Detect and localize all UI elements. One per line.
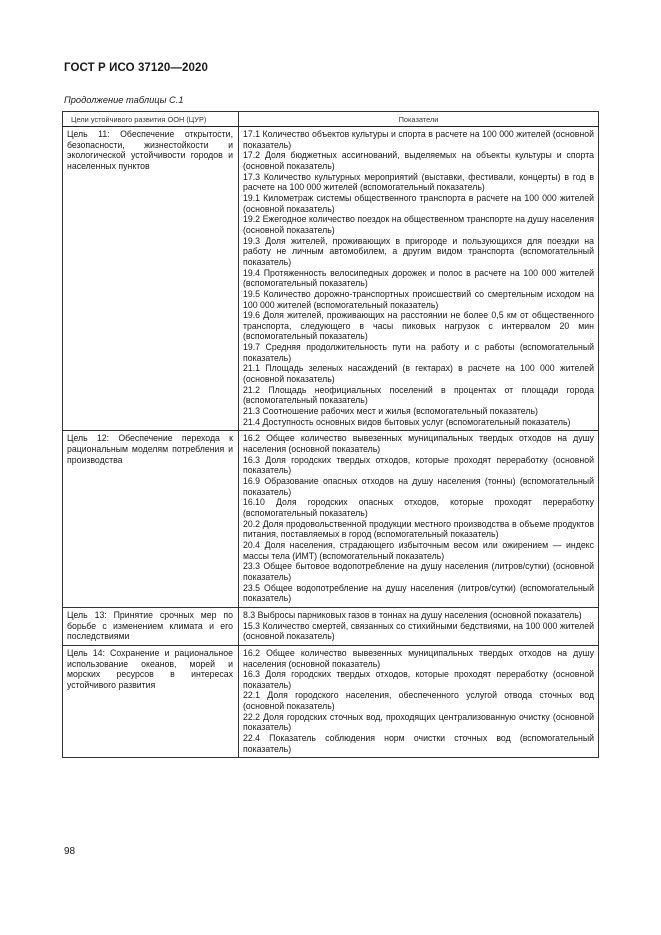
indicator-item: 19.6 Доля жителей, проживающих на расстоянии не более 0,5 км от общественного транспорта, следующего в часы пиковых нагрузок с интервалом 20 мин (вспомогательный показатель) [243, 310, 594, 342]
indicator-item: 21.4 Доступность основных видов бытовых услуг (вспомогательный показатель) [243, 416, 571, 427]
table-body [63, 127, 599, 758]
indicators-cell [239, 645, 599, 758]
table-row [63, 607, 599, 645]
indicator-item: 20.2 Доля продовольственной продукции местного производства в объеме продуктов питания, поставляемых в город (вспомогательный показатель) [243, 518, 594, 540]
indicators-cell [239, 431, 599, 608]
indicator-item: 17.3 Количество культурных мероприятий (выставки, фестивали, концерты) в год в расчете на 100 000 жителей (вспомогательный показатель) [243, 171, 594, 193]
indicator-item: 21.3 Соотношение рабочих мест и жилья (вспомогательный показатель) [243, 406, 538, 417]
indicator-item: 16.9 Образование опасных отходов на душу населения (тонны) (вспомогательный показатель) [243, 476, 594, 497]
table-caption: Продолжение таблицы С.1 [64, 95, 184, 105]
indicator-item: 19.3 Доля жителей, проживающих в пригороде и пользующихся для поездки на работу не личным автомобилем, а другим видом транспорта (вспомогательный показатель) [243, 235, 594, 267]
indicator-item: 20.4 Доля населения, страдающего избыточным весом или ожирением — индекс массы тела (ИМТ) (вспомогательный показатель) [243, 539, 594, 561]
indicator-item: 16.2 Общее количество вывезенных муниципальных твердых отходов на душу населения (основной показатель) [243, 433, 594, 455]
indicator-item: 16.3 Доля городских твердых отходов, которые проходят переработку (основной показатель) [243, 454, 594, 476]
indicator-item: 19.4 Протяженность велосипедных дорожек и полос в расчете на 100 000 жителей (вспомогательный показатель) [243, 267, 594, 289]
document-title: ГОСТ Р ИСО 37120—2020 [64, 62, 209, 74]
indicator-item: 19.2 Ежегодное количество поездок на общественном транспорте на душу населения (основной показатель) [243, 214, 594, 235]
goal-cell: Цель 14: Сохранение и рациональное использование океанов, морей и морских ресурсов в интересах устойчивого развития [63, 645, 239, 758]
table-header-row [63, 112, 599, 127]
table-row [63, 127, 599, 431]
table-row [63, 431, 599, 608]
indicator-item: 21.2 Площадь неофициальных поселений в процентах от площади города (вспомогательный показатель) [243, 384, 594, 406]
indicator-item: 8.3 Выбросы парниковых газов в тоннах на душу населения (основной показатель) [243, 609, 582, 620]
goal-cell: Цель 12: Обеспечение перехода к рациональным моделям потребления и производства [63, 431, 239, 608]
indicator-item: 22.2 Доля городских сточных вод, проходящих централизованную очистку (основной показатель) [243, 711, 594, 733]
indicator-item: 19.7 Средняя продолжительность пути на работу и с работы (вспомогательный показатель) [243, 342, 594, 363]
indicators-cell [239, 607, 599, 645]
sdg-indicators-table [62, 111, 599, 758]
goal-cell: Цель 11: Обеспечение открытости, безопасности, жизнестойкости и экологической устойчивости городов и населенных пунктов [63, 127, 239, 431]
indicator-item: 22.1 Доля городского населения, обеспеченного услугой отвода сточных вод (основной показатель) [243, 690, 594, 712]
indicators-cell [239, 127, 599, 431]
header-indicators: Показатели [239, 112, 599, 127]
indicator-item: 23.3 Общее бытовое водопотребление на душу населения (литров/сутки) (основной показатель) [243, 561, 594, 582]
indicator-item: 16.3 Доля городских твердых отходов, которые проходят переработку (основной показатель) [243, 669, 594, 690]
indicator-item: 16.10 Доля городских опасных отходов, которые проходят переработку (вспомогательный показатель) [243, 497, 594, 518]
indicator-item: 23.5 Общее водопотребление на душу населения (литров/сутки) (вспомогательный показатель) [243, 582, 594, 604]
sdg-indicators-table-container [62, 111, 598, 758]
indicator-item: 21.1 Площадь зеленых насаждений (в гектарах) в расчете на 100 000 жителей (основной показатель) [243, 363, 594, 385]
indicator-item: 19.5 Количество дорожно-транспортных происшествий со смертельным исходом на 100 000 жителей (вспомогательный показатель) [243, 288, 594, 310]
indicator-item: 22.4 Показатель соблюдения норм очистки сточных вод (вспомогательный показатель) [243, 733, 594, 754]
goal-cell: Цель 13: Принятие срочных мер по борьбе с изменением климата и его последствиями [63, 607, 239, 645]
indicator-item: 17.2 Доля бюджетных ассигнований, выделяемых на объекты культуры и спорта (основной показатель) [243, 150, 594, 171]
page-number: 98 [64, 846, 76, 857]
indicator-item: 15.3 Количество смертей, связанных со стихийными бедствиями, на 100 000 жителей (основной показатель) [243, 620, 594, 642]
indicator-item: 17.1 Количество объектов культуры и спорта в расчете на 100 000 жителей (основной показатель) [243, 129, 594, 150]
header-goals: Цели устойчивого развития ООН (ЦУР) [63, 112, 239, 127]
indicator-item: 19.1 Километраж системы общественного транспорта в расчете на 100 000 жителей (основной показатель) [243, 192, 594, 214]
table-row [63, 645, 599, 758]
indicator-item: 16.2 Общее количество вывезенных муниципальных твердых отходов на душу населения (основной показатель) [243, 647, 594, 669]
